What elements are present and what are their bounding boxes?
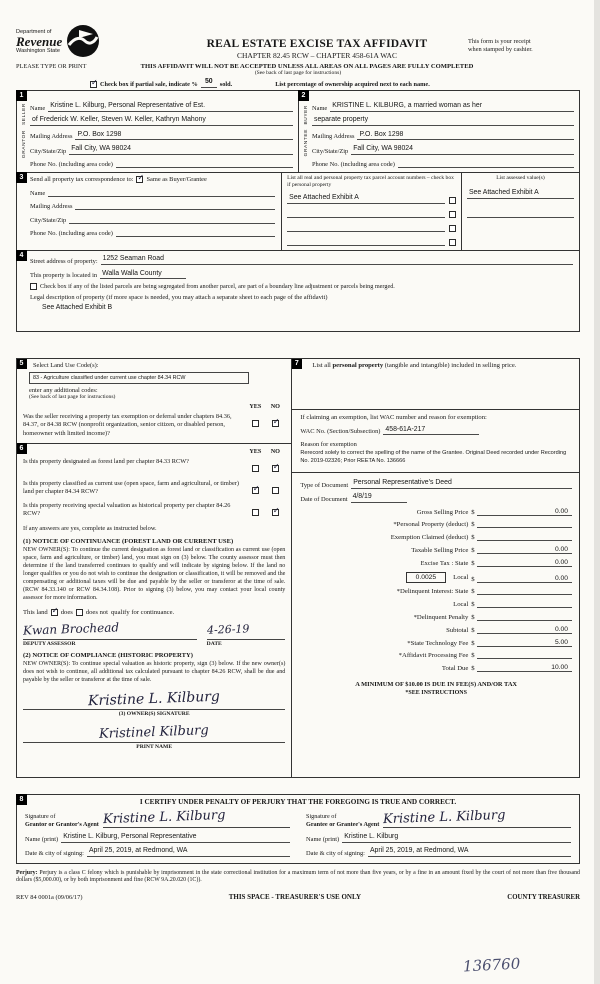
personal-property-deduct-value[interactable]: [477, 520, 572, 528]
local-rate-box[interactable]: 0.0025: [406, 572, 446, 583]
buyer-mailing-label: Mailing Address: [312, 133, 355, 141]
does-not-qualify-checkbox[interactable]: [76, 609, 83, 616]
assessed-header: List assessed value(s): [496, 175, 545, 182]
section-1-badge: 1: [16, 90, 27, 101]
reason-label: Reason for exemption: [300, 441, 357, 449]
parcel-header: List all real and personal property tax parcel account numbers – check box if personal property: [287, 175, 454, 189]
assessed-value-1[interactable]: See Attached Exhibit A: [467, 189, 574, 199]
partial-percent-value[interactable]: 50: [201, 78, 217, 88]
does-qualify-checkbox[interactable]: [51, 606, 59, 616]
section-6-badge: 6: [16, 443, 27, 454]
ownership-note: List percentage of ownership acquired next to each name.: [275, 80, 430, 88]
minimum-due-note: A MINIMUM OF $10.00 IS DUE IN FEE(S) AND/OR TAX: [355, 681, 518, 689]
corr-csz-label: City/State/Zip: [30, 216, 67, 224]
money-row: *Personal Property (deduct) $: [300, 520, 572, 528]
owner-signature[interactable]: Kristine L. Kilburg: [87, 688, 221, 710]
section-3: [17, 172, 579, 250]
section-6: [17, 443, 291, 750]
money-row: Total Due $ 10.00: [300, 664, 572, 672]
personal-property-checkbox-1[interactable]: [449, 197, 456, 204]
section-7: [292, 358, 580, 778]
seller-name-value[interactable]: Kristine L. Kilburg, Personal Representative of Est.: [48, 102, 293, 112]
gross-selling-price-value[interactable]: 0.00: [477, 508, 572, 516]
section-2-buyer: [298, 91, 579, 172]
exemption-intro: If claiming an exemption, list WAC number and reason for exemption:: [300, 414, 487, 422]
owner-signature-label: (3) OWNER(S) SIGNATURE: [118, 711, 190, 718]
acceptance-warning: THIS AFFIDAVIT WILL NOT BE ACCEPTED UNLESS ALL AREAS ON ALL PAGES ARE FULLY COMPLETED: [140, 63, 474, 70]
exemption-claimed-value[interactable]: [477, 533, 572, 541]
historic-no-checkbox[interactable]: [272, 505, 280, 516]
personal-property-blank[interactable]: [300, 371, 572, 405]
question-forest-land: Is this property designated as forest land per chapter 84.33 RCW? ✓: [23, 457, 280, 471]
land-use-code-value[interactable]: 83 - Agriculture classified under current use chapter 84.34 RCW: [29, 372, 249, 384]
deferral-no-checkbox[interactable]: [272, 417, 280, 427]
deputy-assessor-signature[interactable]: Kwan Brochead: [22, 620, 120, 638]
checkmark-icon: ✓: [272, 461, 280, 471]
seller-name-label: Name: [30, 104, 46, 112]
print-name-value[interactable]: Kristinel Kilburg: [99, 723, 210, 743]
historic-yes-checkbox[interactable]: [252, 509, 259, 516]
personal-property-checkbox-2[interactable]: [449, 211, 456, 218]
signature-line[interactable]: [23, 741, 285, 743]
section-5-badge: 5: [16, 358, 27, 369]
segregated-label: Check box if any of the listed parcels are being segregated from another parcel, are part of a boundary line adjustment or parcels being merged.: [40, 283, 395, 291]
signature-line[interactable]: [23, 638, 197, 640]
seller-csz-label: City/State/Zip: [30, 147, 67, 155]
grantee-date-value[interactable]: April 25, 2019, at Redmond, WA: [368, 847, 571, 857]
grantor-date-value[interactable]: April 25, 2019, at Redmond, WA: [87, 847, 290, 857]
buyer-phone-value[interactable]: [398, 159, 574, 168]
perjury-label: Perjury:: [16, 869, 38, 876]
doc-date-value[interactable]: 4/8/19: [351, 493, 407, 503]
perjury-text: Perjury is a class C felony which is punishable by imprisonment in the state correctional institution for a maximum term of not more than five years, or by a fine in an amount fixed by the court of not more than five thousand dollars ($5,000.00), or by both imprisonment and fine (RCW 9A.20.020 (1C)).: [16, 869, 580, 884]
signature-line[interactable]: [23, 708, 285, 710]
section-7-badge: 7: [292, 358, 302, 369]
money-row: *Delinquent Interest: State $: [300, 587, 572, 595]
dept-line1: Department of: [16, 28, 52, 35]
see-back-note-2: (See back of last page for instructions): [29, 394, 116, 401]
dor-logo-icon: [66, 24, 100, 58]
signature-line[interactable]: [383, 826, 571, 828]
continuance-qualify-row: This land ✓ does does not qualify for continuance.: [23, 606, 175, 617]
see-back-note: (See back of last page for instructions): [254, 70, 342, 76]
grantee-sig-label-1: Signature of: [306, 812, 337, 820]
street-address-label: Street address of property:: [30, 258, 98, 266]
grantor-signature[interactable]: Kristine L. Kilburg: [102, 808, 226, 828]
question-historic: Is this property receiving special valuation as historical property per chapter 84.26 RCW? ✓: [23, 501, 280, 517]
grantor-sig-label-2: Grantor or Grantor's Agent: [25, 820, 99, 828]
notice-continuance-title: (1) NOTICE OF CONTINUANCE (FOREST LAND OR CURRENT USE): [23, 537, 234, 545]
parcel-value-4[interactable]: [287, 237, 445, 246]
taxable-selling-price-value[interactable]: 0.00: [477, 546, 572, 554]
section-2-badge: 2: [298, 90, 309, 101]
corr-mailing-label: Mailing Address: [30, 203, 73, 211]
checkmark-icon: ✓: [91, 77, 98, 87]
corr-phone-label: Phone No. (including area code): [30, 230, 113, 238]
deferral-yes-checkbox[interactable]: [252, 420, 259, 427]
checkmark-icon: ✓: [51, 606, 59, 616]
section-3-badge: 3: [16, 172, 27, 183]
located-in-label: This property is located in: [30, 272, 98, 280]
grantee-name-value[interactable]: Kristine L. Kilburg: [342, 833, 571, 843]
date-label: DATE: [206, 641, 222, 648]
excise-tax-state-value[interactable]: 0.00: [477, 559, 572, 567]
state-technology-fee-value[interactable]: 5.00: [477, 639, 572, 647]
grantor-date-label: Date & city of signing:: [25, 849, 84, 857]
personal-property-checkbox-3[interactable]: [449, 225, 456, 232]
money-row: *Delinquent Penalty $: [300, 613, 572, 621]
money-row: *Affidavit Processing Fee $: [300, 651, 572, 659]
buyer-side-label: BUYER GRANTEE: [303, 104, 309, 157]
print-name-label: PRINT NAME: [136, 744, 173, 751]
print-name-block: [23, 723, 285, 750]
perjury-paragraph: [16, 870, 580, 885]
corr-name-value[interactable]: [48, 188, 275, 197]
see-instructions-note: *SEE INSTRUCTIONS: [405, 690, 467, 697]
grantor-name-label: Name (print): [25, 835, 59, 843]
section-8-certification: [16, 794, 580, 863]
street-address-value[interactable]: 1252 Seaman Road: [101, 255, 573, 265]
delinquent-penalty-value[interactable]: [477, 613, 572, 621]
excise-tax-local-value[interactable]: 0.00: [477, 575, 572, 583]
owner-signature-block: [23, 690, 285, 717]
corr-name-label: Name: [30, 189, 46, 197]
affidavit-processing-fee-value[interactable]: [477, 651, 572, 659]
form-main: [16, 90, 580, 333]
section-5-6-column: [16, 358, 292, 778]
seller-side-label: SELLER GRANTOR: [21, 103, 27, 159]
grantor-name-value[interactable]: Kristine L. Kilburg, Personal Representative: [61, 833, 290, 843]
grantee-name-label: Name (print): [306, 835, 340, 843]
please-type-label: PLEASE TYPE OR PRINT: [16, 63, 87, 70]
section-4-badge: 4: [16, 250, 27, 261]
notice-compliance-title: (2) NOTICE OF COMPLIANCE (HISTORIC PROPERTY): [23, 652, 193, 660]
buyer-csz-label: City/State/Zip: [312, 147, 349, 155]
money-row: Local $: [300, 600, 572, 608]
doc-date-label: Date of Document: [300, 495, 348, 503]
money-row: Gross Selling Price $ 0.00: [300, 508, 572, 516]
forest-yes-checkbox[interactable]: [252, 465, 259, 472]
header: [16, 24, 580, 60]
if-yes-note: If any answers are yes, complete as instructed below.: [23, 524, 157, 532]
seller-phone-value[interactable]: [116, 159, 293, 168]
same-as-buyer-label: Same as Buyer/Grantee: [146, 176, 207, 184]
section-4-property: [17, 250, 579, 331]
forest-no-checkbox[interactable]: [272, 461, 280, 472]
partial-sale-row: [90, 78, 580, 88]
delinquent-interest-state-value[interactable]: [477, 587, 572, 595]
grantee-sig-label-2: Grantee or Grantee's Agent: [306, 820, 380, 828]
parcel-value-1[interactable]: See Attached Exhibit A: [287, 194, 445, 204]
treasurer-stamp-number: 136760: [462, 954, 521, 976]
receipt-note: [468, 24, 580, 54]
partial-sale-label: Check box if partial sale, indicate %: [100, 80, 198, 88]
corr-phone-value[interactable]: [116, 228, 275, 237]
yes-no-header-6: YES NO: [249, 447, 280, 455]
parcel-value-2[interactable]: [287, 209, 445, 218]
total-due-value[interactable]: 10.00: [477, 664, 572, 672]
reason-value[interactable]: Rerecord solely to correct the spelling of the name of the Grantee. Original Deed recorded under Recording No. 2019-02326; Prior REETA No. 136666: [300, 450, 567, 465]
bottom-row: [16, 893, 580, 901]
buyer-name-value-2[interactable]: separate property: [312, 116, 574, 126]
buyer-name-value[interactable]: KRISTINE L. KILBURG, a married woman as her: [330, 102, 574, 112]
grantee-date-label: Date & city of signing:: [306, 849, 365, 857]
corr-mailing-value[interactable]: [75, 201, 275, 210]
certify-statement: I CERTIFY UNDER PENALTY OF PERJURY THAT THE FOREGOING IS TRUE AND CORRECT.: [139, 798, 457, 807]
seller-phone-label: Phone No. (including area code): [30, 161, 113, 169]
grantor-sig-label-1: Signature of: [25, 812, 56, 820]
send-correspondence-label: Send all property tax correspondence to:: [30, 176, 134, 184]
land-use-title: Select Land Use Code(s):: [33, 362, 99, 370]
buyer-mailing-value[interactable]: P.O. Box 1298: [357, 131, 574, 141]
assessor-date-block: [207, 620, 286, 647]
assessed-value-2[interactable]: [467, 209, 574, 218]
deputy-assessor-signature-block: [23, 620, 197, 647]
deputy-assessor-label: DEPUTY ASSESSOR: [23, 641, 76, 648]
receipt-line1: This form is your receipt: [468, 38, 531, 45]
warning-row: [16, 63, 580, 70]
buyer-phone-label: Phone No. (including area code): [312, 161, 395, 169]
same-as-buyer-checkbox[interactable]: [136, 173, 145, 183]
section-8-badge: 8: [16, 794, 27, 805]
buyer-csz-value[interactable]: Fall City, WA 98024: [351, 145, 574, 155]
parcel-numbers: [281, 173, 461, 250]
dept-line2: Revenue: [16, 33, 63, 49]
money-row: Exemption Claimed (deduct) $: [300, 533, 572, 541]
located-in-value[interactable]: Walla Walla County: [100, 270, 186, 280]
seller-name-value-2[interactable]: of Frederick W. Keller, Steven W. Keller, Kathryn Mahony: [30, 116, 293, 126]
notice-continuance-body: NEW OWNER(S): To continue the current designation as forest land or classification as current use (open space, farm and agriculture, or timber) land, you must sign on (3) below. The county assessor must then determine if the land transferred continues to qualify and will indicate by signing below. If the land no longer qualifies or you do not wish to continue the designation or classification, it will be removed and the compensating or additional taxes will be due and payable by the seller or transferor at the time of sale. (RCW 84.33.140 or RCW 84.34.108). Prior to signing (3) below, you may contact your local county assessor for more information.: [23, 546, 286, 602]
question-deferral: Was the seller receiving a property tax exemption or deferral under chapters 84.36, 84.37, or 84.38 RCW (nonprofit organization, senior citizen, or disabled person, homeowner with limited income)? ✓: [23, 413, 280, 437]
segregated-checkbox[interactable]: [30, 283, 37, 290]
checkmark-icon: ✓: [272, 417, 280, 427]
chapter-subtitle: CHAPTER 82.45 RCW – CHAPTER 458-61A WAC: [237, 51, 397, 60]
county-treasurer-label: COUNTY TREASURER: [507, 893, 580, 901]
seller-csz-value[interactable]: Fall City, WA 98024: [69, 145, 293, 155]
legal-description-value[interactable]: See Attached Exhibit B: [42, 304, 113, 312]
seller-mailing-label: Mailing Address: [30, 133, 73, 141]
grantee-signature[interactable]: Kristine L. Kilburg: [383, 808, 506, 828]
signature-line[interactable]: [207, 638, 286, 640]
assessed-values: [461, 173, 579, 250]
section-1-seller: [17, 91, 298, 172]
checkmark-icon: ✓: [252, 483, 260, 493]
parcel-value-3[interactable]: [287, 223, 445, 232]
page-title: REAL ESTATE EXCISE TAX AFFIDAVIT: [206, 38, 428, 50]
checkmark-icon: ✓: [272, 505, 280, 515]
personal-property-header: List all personal property (tangible and intangible) included in selling price.: [312, 362, 517, 370]
assessor-date-value[interactable]: 4-26-19: [206, 622, 250, 637]
delinquent-interest-local-value[interactable]: [477, 600, 572, 608]
money-row: Subtotal $ 0.00: [300, 626, 572, 634]
money-row: 0.0025 Local $ 0.00: [300, 572, 572, 583]
checkmark-icon: ✓: [137, 173, 145, 183]
doc-type-value[interactable]: Personal Representative's Deed: [351, 479, 572, 489]
grantee-signature-block: [306, 808, 571, 856]
question-current-use: Is this property classified as current use (open space, farm and agricultural, or timber) land per chapter 84.34 RCW? ✓: [23, 480, 285, 499]
wac-value[interactable]: 458-61A-217: [383, 426, 479, 436]
seller-mailing-value[interactable]: P.O. Box 1298: [75, 131, 293, 141]
corr-csz-value[interactable]: [69, 215, 275, 224]
dept-line3: Washington State: [16, 47, 60, 54]
personal-property-checkbox-4[interactable]: [449, 239, 456, 246]
rev-number: REV 84 0001a (09/06/17): [16, 893, 83, 901]
grantor-signature-block: [25, 808, 290, 856]
money-row: Taxable Selling Price $ 0.00: [300, 546, 572, 554]
money-row: Excise Tax : State $ 0.00: [300, 559, 572, 567]
notice-compliance-body: NEW OWNER(S): To continue special valuation as historic property, sign (3) below. If the new owner(s) does not wish to continue, all additional tax calculated pursuant to chapter 84.26 RCW, shall be due and payable by the seller or transferor at the time of sale.: [23, 661, 286, 684]
partial-sale-checkbox[interactable]: [90, 77, 98, 88]
wac-label: WAC No. (Section/Subsection): [300, 428, 381, 436]
signature-line[interactable]: [103, 826, 290, 828]
receipt-line2: when stamped by cashier.: [468, 46, 533, 54]
yes-no-header-5: YES NO: [249, 403, 280, 411]
dor-logo: [16, 24, 166, 58]
buyer-name-label: Name: [312, 104, 328, 112]
tax-correspondence: [17, 173, 281, 250]
sold-label: sold.: [219, 80, 233, 88]
current-use-yes-checkbox[interactable]: [252, 483, 260, 494]
doc-type-label: Type of Document: [300, 481, 349, 489]
legal-description-label: Legal description of property (if more space is needed, you may attach a separate sheet to each page of the affidavit): [30, 294, 328, 302]
treasurer-space-label: THIS SPACE - TREASURER'S USE ONLY: [228, 893, 362, 902]
subtotal-value[interactable]: 0.00: [477, 626, 572, 634]
money-row: *State Technology Fee $ 5.00: [300, 639, 572, 647]
current-use-no-checkbox[interactable]: [272, 487, 279, 494]
additional-codes-label: enter any additional codes:: [29, 387, 98, 395]
